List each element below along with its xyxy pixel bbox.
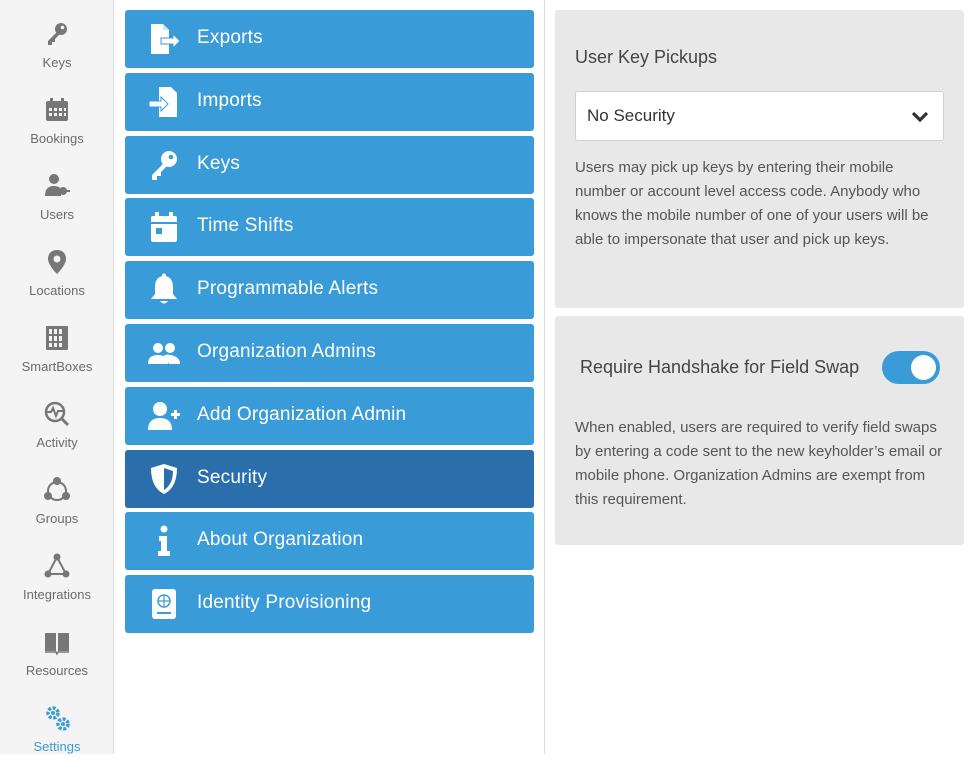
rail-label: Bookings [30, 131, 84, 146]
field-swap-handshake-panel [555, 316, 964, 545]
rail-label: Activity [36, 435, 78, 450]
key-icon [147, 148, 181, 182]
panel-title: Require Handshake for Field Swap [580, 357, 860, 377]
panel-title: User Key Pickups [575, 47, 718, 67]
user-plus-icon [147, 399, 181, 433]
menu-item-organization-admins[interactable] [125, 324, 534, 382]
id-card-icon [147, 587, 181, 621]
chevron-down-icon [911, 110, 929, 124]
menu-label: Security [197, 467, 268, 488]
import-icon [147, 85, 181, 119]
user-key-icon [43, 172, 71, 200]
gears-icon [43, 704, 71, 732]
nav-rail [0, 0, 114, 754]
rail-item-bookings[interactable] [0, 96, 114, 172]
handshake-description: When enabled, users are required to verify field swaps by entering a code sent to the new keyholder’s email or mobile phone. Organization Admins are exempt from this requirement. [575, 419, 943, 508]
activity-icon [43, 400, 71, 428]
menu-label: Add Organization Admin [197, 404, 407, 425]
menu-label: Keys [197, 153, 241, 174]
menu-item-imports[interactable] [125, 73, 534, 131]
menu-item-exports[interactable] [125, 10, 534, 68]
key-icon [43, 20, 71, 48]
menu-label: Exports [197, 27, 263, 48]
rail-item-settings[interactable] [0, 704, 114, 780]
shield-icon [147, 462, 181, 496]
rail-item-activity[interactable] [0, 400, 114, 476]
menu-item-add-organization-admin[interactable] [125, 387, 534, 445]
groups-icon [43, 476, 71, 504]
rail-label: Keys [42, 55, 72, 70]
menu-label: Organization Admins [197, 341, 377, 362]
rail-item-keys[interactable] [0, 20, 114, 96]
book-icon [43, 628, 71, 656]
rail-item-integrations[interactable] [0, 552, 114, 628]
rail-label: Users [40, 207, 74, 222]
bell-icon [147, 273, 181, 307]
calendar-icon [43, 96, 71, 124]
rail-label: Integrations [23, 587, 91, 602]
smartbox-icon [43, 324, 71, 352]
map-pin-icon [43, 248, 71, 276]
integrations-icon [43, 552, 71, 580]
rail-item-resources[interactable] [0, 628, 114, 704]
handshake-toggle[interactable] [882, 351, 940, 384]
rail-label: Settings [33, 739, 81, 754]
info-icon [147, 524, 181, 558]
menu-item-programmable-alerts[interactable] [125, 261, 534, 319]
menu-item-time-shifts[interactable] [125, 198, 534, 256]
user-key-pickups-panel [555, 10, 964, 308]
menu-label: Identity Provisioning [197, 592, 372, 613]
menu-item-keys[interactable] [125, 136, 534, 194]
rail-item-locations[interactable] [0, 248, 114, 324]
menu-label: Time Shifts [197, 215, 294, 236]
rail-item-smartboxes[interactable] [0, 324, 114, 400]
menu-label: About Organization [197, 529, 364, 550]
rail-label: Resources [25, 663, 89, 678]
users-icon [147, 336, 181, 370]
pickups-description: Users may pick up keys by entering their mobile number or account level access code. Anybody who knows the mobile number of one of your users will be able to impersonate that user and pick up keys. [575, 159, 929, 248]
select-value: No Security [587, 106, 675, 125]
calendar-icon [147, 210, 181, 244]
rail-label: SmartBoxes [21, 359, 93, 374]
menu-item-identity-provisioning[interactable] [125, 575, 534, 633]
settings-menu [115, 0, 545, 754]
export-icon [147, 22, 181, 56]
rail-item-users[interactable] [0, 172, 114, 248]
rail-label: Locations [29, 283, 85, 298]
menu-label: Imports [197, 90, 262, 111]
rail-item-groups[interactable] [0, 476, 114, 552]
menu-item-security[interactable] [125, 450, 534, 508]
pickup-security-select[interactable] [575, 91, 944, 141]
menu-item-about-organization[interactable] [125, 512, 534, 570]
menu-label: Programmable Alerts [197, 278, 379, 299]
rail-label: Groups [35, 511, 79, 526]
toggle-knob [911, 355, 936, 380]
